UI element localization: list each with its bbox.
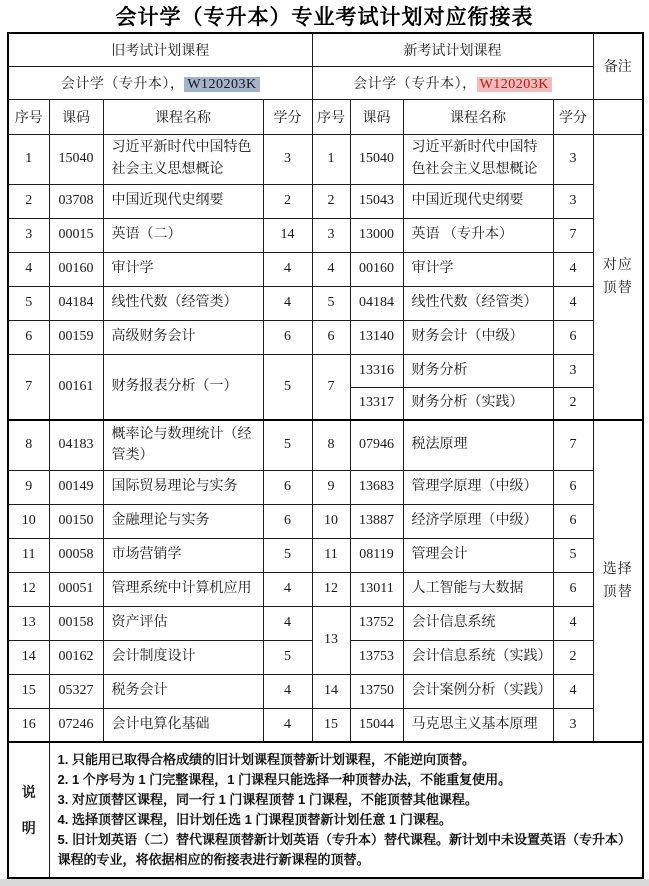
table-row [8, 708, 643, 742]
new-credits-cell: 3 [553, 708, 593, 742]
new-seq-cell: 7 [312, 354, 350, 420]
table-row [8, 572, 643, 606]
new-code-cell: 04184 [350, 286, 403, 320]
new-code-cell: 13683 [350, 470, 403, 504]
new-code-cell: 13316 [350, 354, 403, 387]
table-row [8, 286, 643, 320]
old-name-cell: 审计学 [103, 252, 263, 286]
new-name-cell: 税法原理 [403, 420, 553, 470]
old-code-cell: 04183 [49, 420, 103, 470]
new-major-code-highlight: W120203K [477, 77, 552, 92]
new-seq-cell: 10 [312, 504, 350, 538]
table-row [8, 218, 643, 252]
old-name-cell: 资产评估 [103, 606, 263, 640]
new-credits-cell: 2 [553, 640, 593, 674]
old-code-cell: 05327 [49, 674, 103, 708]
remark-zone2-cell [593, 420, 643, 742]
old-credits-cell: 4 [263, 252, 312, 286]
old-seq-cell: 7 [8, 354, 49, 420]
new-credits-cell: 5 [553, 538, 593, 572]
note-line: 4. 选择顶替区课程，旧计划任选 1 门课程顶替新计划任意 1 门课程。 [57, 812, 452, 827]
old-seq-cell: 16 [8, 708, 49, 742]
old-code-cell: 00160 [49, 252, 103, 286]
remark-zone2-text: 选择顶替 [602, 561, 633, 600]
new-name-cell: 线性代数（经管类） [403, 286, 553, 320]
new-credits-cell: 6 [553, 470, 593, 504]
old-seq-cell: 2 [8, 184, 49, 218]
new-seq-cell: 4 [312, 252, 350, 286]
old-seq-cell: 1 [8, 134, 49, 184]
new-credits-cell: 4 [553, 252, 593, 286]
plan-table [7, 32, 644, 879]
table-row [8, 674, 643, 708]
old-seq-cell: 11 [8, 538, 49, 572]
old-credits-cell: 14 [263, 218, 312, 252]
old-major-label: 会计学（专升本）， [60, 76, 185, 92]
remark-empty-header-cell [593, 99, 643, 134]
new-code-cell: 13317 [350, 387, 403, 420]
old-code-cell: 00058 [49, 538, 103, 572]
old-credits-cell: 4 [263, 606, 312, 640]
new-credits-cell: 4 [553, 606, 593, 640]
note-line: 3. 对应顶替区课程，同一行 1 门课程顶替 1 门课程，不能顶替其他课程。 [57, 792, 478, 807]
old-credits-cell: 4 [263, 708, 312, 742]
new-name-cell: 马克思主义基本原理 [403, 708, 553, 742]
table-row [8, 252, 643, 286]
header-row-columns [8, 99, 643, 134]
new-name-cell: 会计信息系统 [403, 606, 553, 640]
new-credits-cell: 6 [553, 572, 593, 606]
header-row-major [8, 66, 643, 99]
old-seq-cell: 3 [8, 218, 49, 252]
old-credits-cell: 5 [263, 640, 312, 674]
new-seq-cell: 9 [312, 470, 350, 504]
new-code-cell: 13887 [350, 504, 403, 538]
old-credits-cell: 4 [263, 674, 312, 708]
old-credits-cell: 6 [263, 320, 312, 354]
new-name-cell: 审计学 [403, 252, 553, 286]
old-code-cell: 00051 [49, 572, 103, 606]
old-seq-cell: 14 [8, 640, 49, 674]
old-credits-cell: 6 [263, 470, 312, 504]
new-name-cell: 英语 （专升本） [403, 218, 553, 252]
old-name-cell: 习近平新时代中国特色社会主义思想概论 [103, 134, 263, 184]
old-name-cell: 会计电算化基础 [103, 708, 263, 742]
old-name-cell: 金融理论与实务 [103, 504, 263, 538]
new-seq-cell: 12 [312, 572, 350, 606]
table-row [8, 606, 643, 640]
new-credits-cell: 4 [553, 674, 593, 708]
old-credits-cell: 5 [263, 420, 312, 470]
new-code-cell: 13011 [350, 572, 403, 606]
new-seq-cell: 2 [312, 184, 350, 218]
old-name-cell: 英语（二） [103, 218, 263, 252]
old-seq-cell: 8 [8, 420, 49, 470]
old-code-cell: 15040 [49, 134, 103, 184]
table-row [8, 320, 643, 354]
old-name-cell: 概率论与数理统计（经管类） [103, 420, 263, 470]
old-seq-cell: 9 [8, 470, 49, 504]
old-name-cell: 高级财务会计 [103, 320, 263, 354]
old-name-cell: 会计制度设计 [103, 640, 263, 674]
table-row [8, 504, 643, 538]
old-code-cell: 00162 [49, 640, 103, 674]
new-col-name: 课程名称 [403, 99, 553, 134]
old-credits-cell: 5 [263, 354, 312, 420]
table-row [8, 420, 643, 470]
new-code-cell: 07946 [350, 420, 403, 470]
note-line: 1. 只能用已取得合格成绩的旧计划课程顶替新计划课程，不能逆向顶替。 [57, 752, 475, 767]
new-credits-cell: 6 [553, 504, 593, 538]
notes-cell [49, 742, 643, 878]
new-col-code: 课码 [350, 99, 403, 134]
old-code-cell: 03708 [49, 184, 103, 218]
new-code-cell: 00160 [350, 252, 403, 286]
note-line: 5. 旧计划英语（二）替代课程顶替新计划英语（专升本）替代课程。新计划中未设置英语（专升本）课程的专业，将依据相应的衔接表进行新课程的顶替。 [57, 832, 631, 867]
old-code-cell: 00158 [49, 606, 103, 640]
notes-label-cell [8, 742, 49, 878]
old-col-name: 课程名称 [103, 99, 263, 134]
remark-header-cell: 备注 [593, 33, 643, 99]
new-credits-cell: 3 [553, 354, 593, 387]
old-col-code: 课码 [49, 99, 103, 134]
new-major-label: 会计学（专升本）， [353, 76, 477, 92]
new-seq-cell: 13 [312, 606, 350, 674]
new-code-cell: 13753 [350, 640, 403, 674]
new-credits-cell: 2 [553, 387, 593, 420]
table-row [8, 134, 643, 184]
page-bottom-strip [0, 879, 649, 886]
old-code-cell: 00161 [49, 354, 103, 420]
new-seq-cell: 5 [312, 286, 350, 320]
old-col-credits: 学分 [263, 99, 312, 134]
old-credits-cell: 6 [263, 504, 312, 538]
table-row [8, 354, 643, 387]
new-name-cell: 管理会计 [403, 538, 553, 572]
old-col-seq: 序号 [8, 99, 49, 134]
old-name-cell: 线性代数（经管类） [103, 286, 263, 320]
old-credits-cell: 4 [263, 286, 312, 320]
old-seq-cell: 6 [8, 320, 49, 354]
remark-zone1-cell [593, 134, 643, 420]
new-credits-cell: 7 [553, 420, 593, 470]
new-code-cell: 15043 [350, 184, 403, 218]
new-credits-cell: 3 [553, 184, 593, 218]
new-credits-cell: 6 [553, 320, 593, 354]
old-code-cell: 00149 [49, 470, 103, 504]
new-code-cell: 13140 [350, 320, 403, 354]
old-credits-cell: 3 [263, 134, 312, 184]
old-major-code-highlight: W120203K [184, 77, 259, 92]
new-major-cell [312, 66, 593, 99]
new-col-seq: 序号 [312, 99, 350, 134]
old-credits-cell: 5 [263, 538, 312, 572]
old-name-cell: 管理系统中计算机应用 [103, 572, 263, 606]
old-major-cell [8, 66, 312, 99]
new-name-cell: 习近平新时代中国特色社会主义思想概论 [403, 134, 553, 184]
new-name-cell: 财务分析（实践） [403, 387, 553, 420]
new-seq-cell: 15 [312, 708, 350, 742]
new-code-cell: 08119 [350, 538, 403, 572]
new-name-cell: 财务会计（中级） [403, 320, 553, 354]
old-credits-cell: 2 [263, 184, 312, 218]
new-seq-cell: 14 [312, 674, 350, 708]
new-seq-cell: 8 [312, 420, 350, 470]
old-seq-cell: 5 [8, 286, 49, 320]
new-seq-cell: 1 [312, 134, 350, 184]
notes-row [8, 742, 643, 878]
old-seq-cell: 15 [8, 674, 49, 708]
old-code-cell: 07246 [49, 708, 103, 742]
old-credits-cell: 4 [263, 572, 312, 606]
new-code-cell: 15044 [350, 708, 403, 742]
new-name-cell: 财务分析 [403, 354, 553, 387]
new-name-cell: 管理学原理（中级） [403, 470, 553, 504]
new-name-cell: 经济学原理（中级） [403, 504, 553, 538]
new-code-cell: 15040 [350, 134, 403, 184]
new-seq-cell: 3 [312, 218, 350, 252]
new-seq-cell: 11 [312, 538, 350, 572]
old-name-cell: 财务报表分析（一） [103, 354, 263, 420]
new-plan-header-cell: 新考试计划课程 [312, 33, 593, 66]
header-row-plan [8, 33, 643, 66]
old-name-cell: 税务会计 [103, 674, 263, 708]
new-name-cell: 会计案例分析（实践） [403, 674, 553, 708]
old-seq-cell: 4 [8, 252, 49, 286]
old-seq-cell: 13 [8, 606, 49, 640]
old-code-cell: 00015 [49, 218, 103, 252]
note-line: 2. 1 个序号为 1 门完整课程，1 门课程只能选择一种顶替办法，不能重复使用。 [57, 772, 512, 787]
new-credits-cell: 7 [553, 218, 593, 252]
old-name-cell: 国际贸易理论与实务 [103, 470, 263, 504]
table-row [8, 470, 643, 504]
new-code-cell: 13000 [350, 218, 403, 252]
new-col-credits: 学分 [553, 99, 593, 134]
old-name-cell: 市场营销学 [103, 538, 263, 572]
new-name-cell: 中国近现代史纲要 [403, 184, 553, 218]
table-row [8, 538, 643, 572]
old-code-cell: 00159 [49, 320, 103, 354]
old-name-cell: 中国近现代史纲要 [103, 184, 263, 218]
new-credits-cell: 3 [553, 134, 593, 184]
new-seq-cell: 6 [312, 320, 350, 354]
notes-label-text: 说明 [21, 783, 36, 836]
new-code-cell: 13752 [350, 606, 403, 640]
old-seq-cell: 12 [8, 572, 49, 606]
old-code-cell: 00150 [49, 504, 103, 538]
new-name-cell: 人工智能与大数据 [403, 572, 553, 606]
old-seq-cell: 10 [8, 504, 49, 538]
new-credits-cell: 4 [553, 286, 593, 320]
old-code-cell: 04184 [49, 286, 103, 320]
old-plan-header-cell: 旧考试计划课程 [8, 33, 312, 66]
new-code-cell: 13750 [350, 674, 403, 708]
remark-zone1-text: 对应顶替 [602, 257, 633, 296]
new-name-cell: 会计信息系统（实践） [403, 640, 553, 674]
table-row [8, 184, 643, 218]
page-title: 会计学（专升本）专业考试计划对应衔接表 [115, 5, 534, 29]
